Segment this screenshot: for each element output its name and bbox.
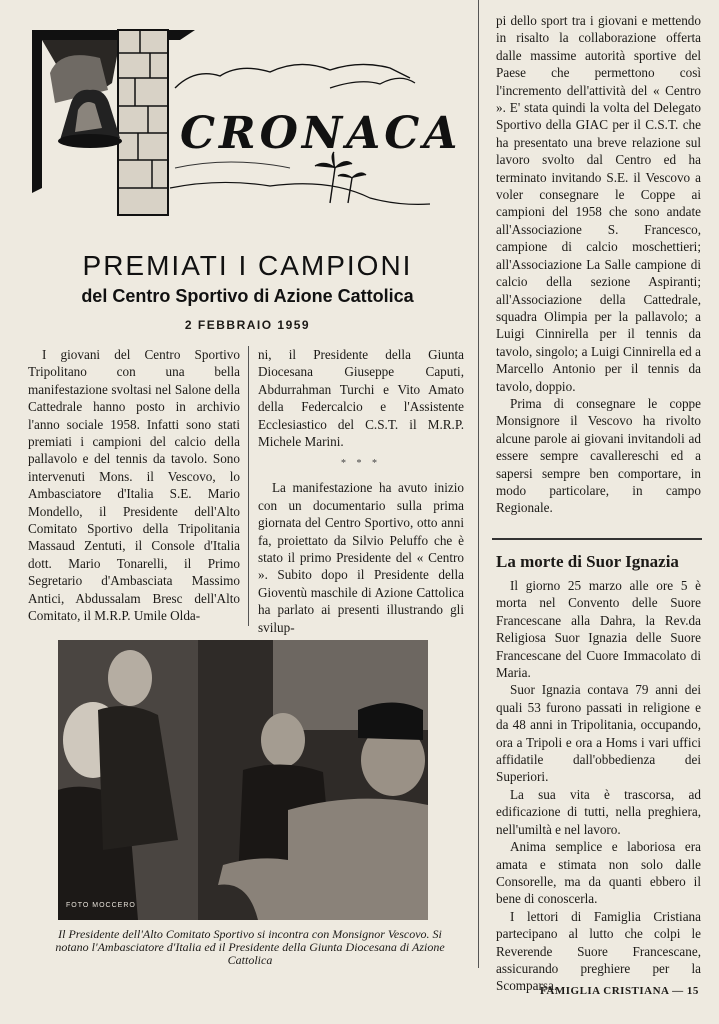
article-paragraph: I giovani del Centro Sportivo Tripolitano con una bella manifestazione svoltasi nel Salone della Cattedrale hanno posto in archivio l'anno sociale 1958. Infatti sono stati premiati i campioni del calcio della pallavolo e del tennis da tavolo. Sono intervenuti Mons. il Vescovo, lo Ambasciatore d'Italia S.E. Mario Mondello, il Presidente dell'Alto Comitato Sportivo della Tripolitania Massaud Zentuti, il Console d'Italia dott. Mario Tonarelli, il Primo Segretario d'Ambasciata Massimo Antici, Abdussalam Bresc dell'Alto Comitato, il M.R.P. Umile Olda- bbox=[28, 347, 240, 624]
obituary-paragraph: Anima semplice e laboriosa era amata e stimata non solo dalle Consorelle, ma da quanti ebbero il bene di conoscerla. bbox=[496, 839, 701, 907]
obituary-column bbox=[496, 577, 701, 995]
obituary-paragraph: I lettori di Famiglia Cristiana partecipano al lutto che colpi le Reverende Suore Francescane, assicurando preghiere per la Scomparsa. bbox=[496, 908, 701, 994]
column-divider bbox=[248, 346, 249, 626]
article-column-3 bbox=[496, 12, 701, 517]
section-logo-text: CRONACA bbox=[180, 108, 462, 159]
column-divider bbox=[478, 0, 479, 968]
article-subtitle: del Centro Sportivo di Azione Cattolica bbox=[81, 286, 414, 306]
page-footer: FAMIGLIA CRISTIANA — 15 bbox=[540, 985, 699, 997]
article-paragraph: ni, il Presidente della Giunta Diocesana Giuseppe Caputi, Abdurrahman Turchi e Vito Amato della Federcalcio e l'Assistente Ecclesiastico del C.S.T. il M.R.P. Michele Marini. bbox=[258, 347, 464, 450]
photo-credit: FOTO MOCCERO bbox=[66, 902, 136, 909]
article-column-2 bbox=[258, 346, 464, 636]
article-date: 2 FEBBRAIO 1959 bbox=[184, 318, 311, 332]
article-column-1 bbox=[28, 346, 240, 625]
article-title: PREMIATI I CAMPIONI bbox=[82, 250, 413, 281]
obituary-heading: La morte di Suor Ignazia bbox=[496, 552, 679, 571]
article-paragraph: pi dello sport tra i giovani e mettendo in risalto la collaborazione offerta dalle massime autorità sportive del Paese che permettono così l'incremento dell'attività del « Centro ». E' stata quindi la volta del Delegato Sportivo della GIAC per il C.S.T. che ha presentato una breve relazione sul lavoro svolto dal Centro ed ha terminato invitando S.E. il Vescovo a voler consegnare le Coppe ai campioni del 1958 che sono andate all'Associazione S. Francesco, campione di calcio moschettieri; all'Associazione La Salle campione di calcio della sezione Aspiranti; all'Associazione della Cattedrale, squadra Olimpia per la pallavolo; a Luigi Cinnirella per il tennis da tavolo, singolo; a Luigi Cinnirella ed a Marcello Antonio per il tennis da tavolo, doppio. bbox=[496, 13, 701, 394]
section-separator: * * * bbox=[341, 458, 381, 470]
obituary-paragraph: Il giorno 25 marzo alle ore 5 è morta nel Convento delle Suore Francescane alla Dahra, la Rev.da Religiosa Suor Ignazia delle Suore Francescane del Cuore Immacolato di Maria. bbox=[496, 578, 701, 681]
article-paragraph: La manifestazione ha avuto inizio con un documentario sulla prima giornata del Centro Sportivo, otto anni fa, proiettato da Silvio Peluffo che è stato il primo Presidente del « Centro ». Subito dopo il Presidente della Gioventù maschile di Azione Cattolica ha parlato ai presenti illustrando gli svilup- bbox=[258, 480, 464, 635]
obituary-paragraph: Suor Ignazia contava 79 anni dei quali 53 furono passati in religione e da 48 anni in Tripolitania, occupando, ora a Tripoli e ora a Homs i vari uffici affidatile dall'obbedienza dei Superiori. bbox=[496, 682, 701, 785]
obituary-paragraph: La sua vita è trascorsa, ad edificazione di tutti, nella preghiera, nell'umiltà e nel lavoro. bbox=[496, 786, 701, 837]
article-paragraph: Prima di consegnare le coppe Monsignore il Vescovo ha rivolto alcune parole ai giovani invitandoli ad essere sempre cavallereschi ed a sapersi sempre ben comportare, in modo particolare, in campo Regionale. bbox=[496, 395, 701, 516]
photo-caption: Il Presidente dell'Alto Comitato Sportivo si incontra con Monsignor Vescovo. Si notano l'Ambasciatore d'Italia ed il Presidente della Giunta Diocesana di Azione Cattolica bbox=[55, 927, 445, 967]
event-photo bbox=[58, 640, 428, 920]
section-rule bbox=[492, 538, 702, 540]
people-photo-icon bbox=[58, 640, 428, 920]
